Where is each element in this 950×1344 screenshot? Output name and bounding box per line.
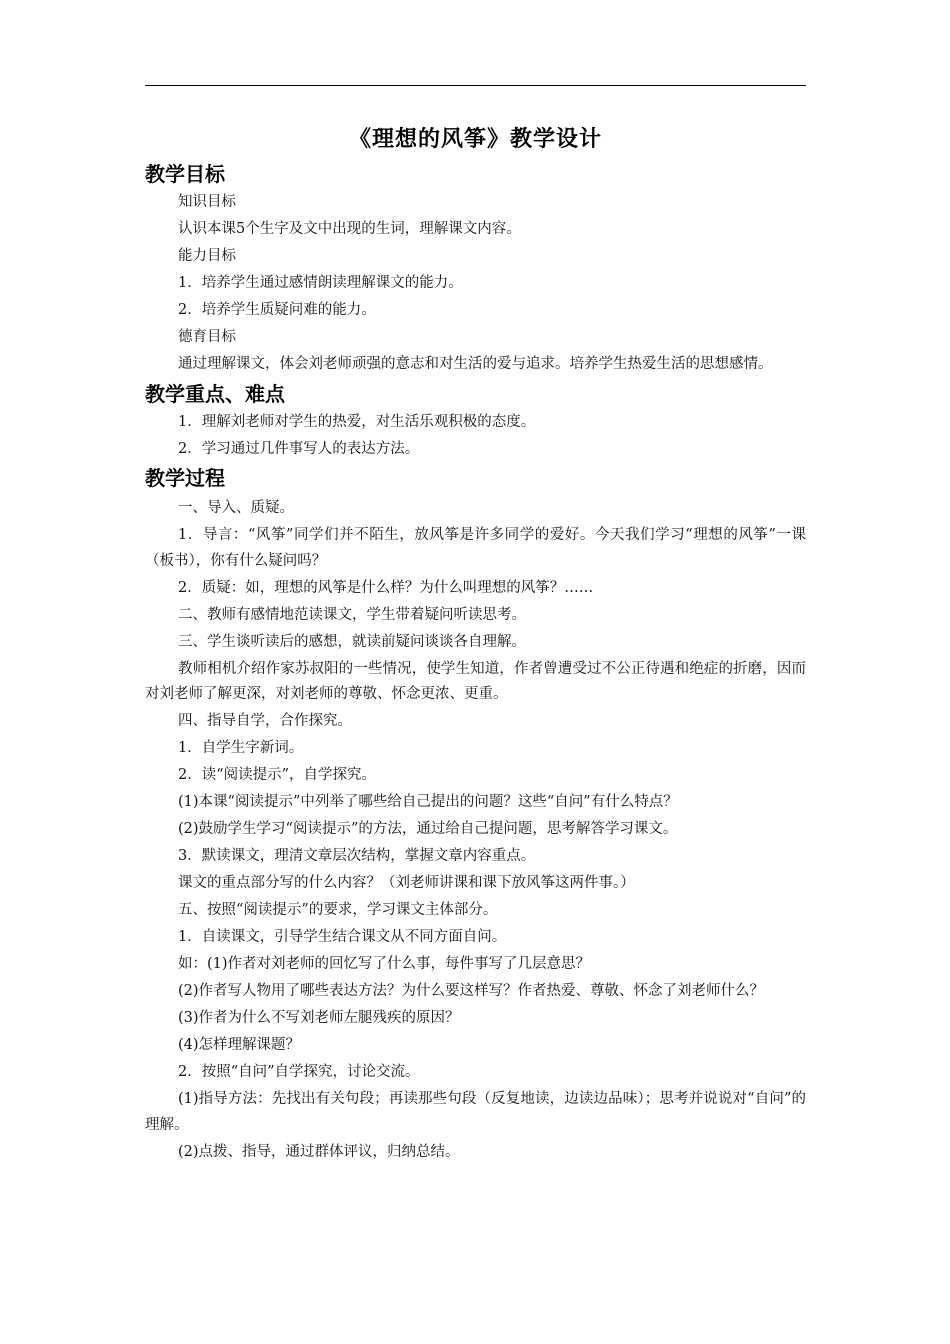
paragraph: 1．培养学生通过感情朗读理解课文的能力。	[178, 275, 463, 291]
paragraph: (1)本课“阅读提示”中列举了哪些给自己提出的问题？这些“自问”有什么特点？	[178, 794, 678, 810]
paragraph: 教师相机介绍作家苏叔阳的一些情况，使学生知道，作者曾遭受过不公正待遇和绝症的折磨，因而对刘老师了解更深，对刘老师的尊敬、怀念更浓、更重。	[145, 660, 806, 702]
paragraph: (2)鼓励学生学习“阅读提示”的方法，通过给自己提问题，思考解答学习课文。	[178, 821, 678, 837]
paragraph: 1．理解刘老师对学生的热爱，对生活乐观积极的态度。	[178, 413, 536, 430]
paragraph: 德育目标	[178, 329, 236, 345]
paragraph: 通过理解课文，体会刘老师顽强的意志和对生活的爱与追求。培养学生热爱生活的思想感情。	[178, 356, 773, 372]
section-heading-goals: 教学目标	[145, 162, 225, 186]
paragraph: 2．读“阅读提示”，自学探究。	[178, 767, 377, 783]
paragraph: 一、导入、质疑。	[178, 500, 294, 516]
paragraph: 3．默读课文，理清文章层次结构，掌握文章内容重点。	[178, 848, 536, 864]
paragraph: (1)指导方法：先找出有关句段；再读那些句段（反复地读，边读边品味）；思考并说说对“自问”的理解。	[145, 1091, 806, 1133]
paragraph: (2)点拨、指导，通过群体评议，归纳总结。	[178, 1143, 460, 1160]
paragraph: (3)作者为什么不写刘老师左腿残疾的原因？	[178, 1010, 460, 1026]
paragraph: 四、指导自学，合作探究。	[178, 713, 352, 729]
paragraph: 认识本课5个生字及文中出现的生词，理解课文内容。	[178, 221, 521, 237]
paragraph: 2．按照“自问”自学探究，讨论交流。	[178, 1064, 420, 1080]
document-title: 《理想的风筝》教学设计	[348, 126, 602, 152]
paragraph: 三、学生谈听读后的感想，就读前疑问谈谈各自理解。	[178, 633, 526, 650]
paragraph: 知识目标	[178, 194, 236, 210]
paragraph: 五、按照“阅读提示”的要求，学习课文主体部分。	[178, 902, 498, 918]
paragraph: 如：(1)作者对刘老师的回忆写了什么事，每件事写了几层意思？	[178, 956, 591, 972]
paragraph: (4)怎样理解课题？	[178, 1037, 301, 1053]
paragraph: 能力目标	[178, 248, 236, 264]
paragraph: 2．学习通过几件事写人的表达方法。	[178, 440, 420, 457]
paragraph: 课文的重点部分写的什么内容？（刘老师讲课和课下放风筝这两件事。）	[178, 875, 635, 891]
header-rule	[145, 85, 806, 86]
paragraph: 1．自学生字新词。	[178, 740, 304, 756]
paragraph: 2．培养学生质疑问难的能力。	[178, 302, 376, 318]
section-heading-key-points: 教学重点、难点	[145, 381, 285, 406]
section-heading-process: 教学过程	[145, 466, 225, 490]
document-body	[145, 160, 806, 1167]
paragraph: 二、教师有感情地范读课文，学生带着疑问听读思考。	[178, 606, 526, 623]
paragraph: 1．自读课文，引导学生结合课文从不同方面自问。	[178, 929, 507, 945]
document-page	[145, 0, 806, 1344]
paragraph: (2)作者写人物用了哪些表达方法？为什么要这样写？作者热爱、尊敬、怀念了刘老师什么？	[178, 983, 765, 999]
paragraph: 2．质疑：如，理想的风筝是什么样？为什么叫理想的风筝？……	[178, 579, 594, 596]
paragraph: 1．导言：“风筝”同学们并不陌生，放风筝是许多同学的爱好。今天我们学习“理想的风筝”一课（板书），你有什么疑问吗？	[145, 527, 806, 569]
